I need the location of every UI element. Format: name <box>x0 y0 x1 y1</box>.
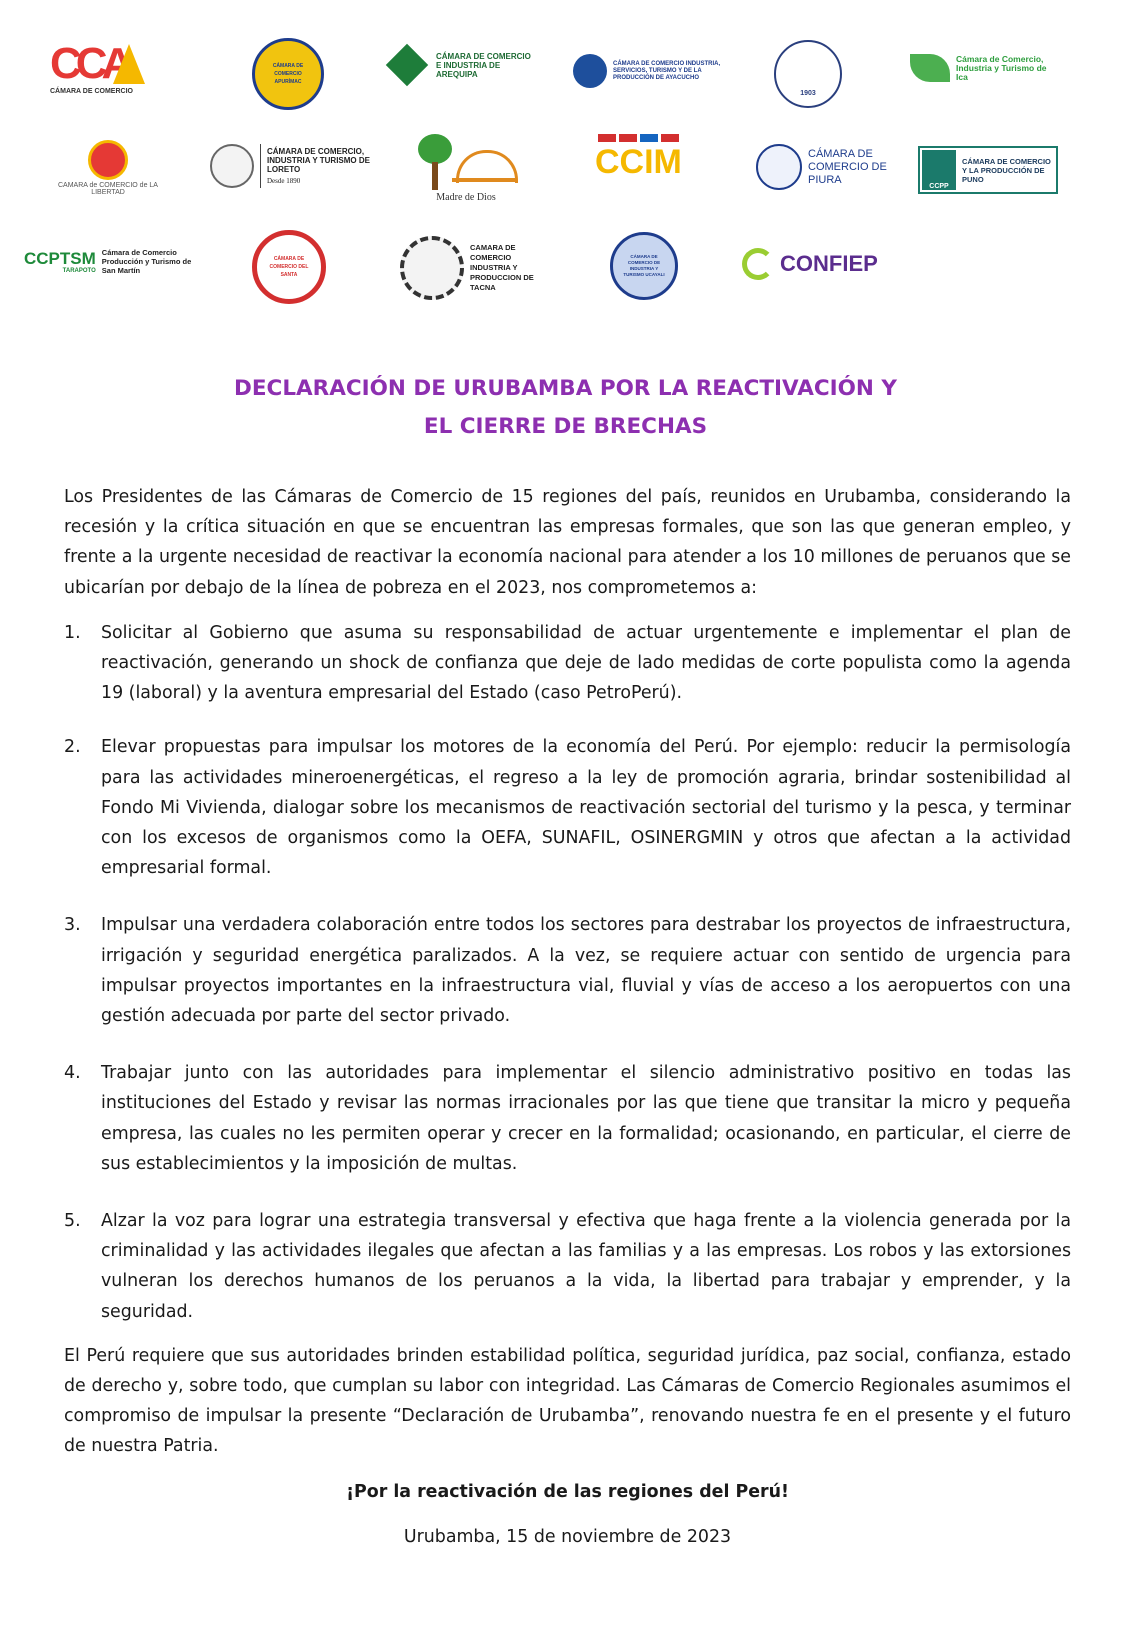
commitment-item <box>64 618 1071 709</box>
logo-santa <box>252 230 326 304</box>
ccptsm-mark: CCPTSM <box>24 248 96 268</box>
item-text: Impulsar una verdadera colaboración entre todos los sectores para destrabar los proyectos de infraestructura, irrigación y seguridad energética paralizados. A la vez, se requiere actuar con sentido de urgencia para impulsar proyectos importantes en la infraestructura vial, fluvial y vías de acceso a los aeropuertos con una gestión adecuada por parte del sector privado. <box>101 915 1071 1027</box>
title-line-1: DECLARACIÓN DE URUBAMBA POR LA REACTIVACIÓN Y <box>234 376 897 401</box>
commitment-item <box>64 1206 1071 1327</box>
ccim-bars-icon <box>598 134 679 142</box>
logo-ica: Cámara de Comercio, Industria y Turismo de Ica <box>910 54 1056 82</box>
page-title <box>0 370 1131 446</box>
item-text: Elevar propuestas para impulsar los motores de la economía del Perú. Por ejemplo: reducir la permisología para las actividades mineroenergéticas, el regreso a la ley de promoción agraria, brindar sostenibilidad al Fondo Mi Vivienda, dialogar sobre los mecanismos de reactivación sectorial del turismo y la pesca, y terminar con los excesos de organismos como la OEFA, SUNAFIL, OSINERGMIN y otros que afectan a la actividad empresarial formal. <box>101 737 1071 879</box>
logo-apurimac <box>252 38 324 110</box>
confiep-c-icon <box>742 248 774 280</box>
ayacucho-circle-icon <box>573 54 607 88</box>
ucayali-seal-icon: CÁMARA DE COMERCIO DE INDUSTRIA Y TURISMO UCAYALI <box>610 232 678 300</box>
ccim-mark: CCIM <box>595 143 682 181</box>
commitments-list <box>64 618 1071 1327</box>
cusco-seal-icon: 1903 <box>774 40 842 108</box>
cca-mark: CCA <box>50 39 128 88</box>
commitment-item <box>64 1058 1071 1179</box>
cca-triangle-icon <box>113 44 145 84</box>
item-number: 2. <box>64 737 81 758</box>
logo-cca <box>50 39 165 95</box>
logo-ucayali <box>610 232 678 300</box>
intro-paragraph: Los Presidentes de las Cámaras de Comercio de 15 regiones del país, reunidos en Urubamba, considerando la recesión y la crítica situación en que se encuentran las empresas formales, que son las que generan empleo, y frente a la urgente necesidad de reactivar la economía nacional para atender a los 10 millones de peruanos que se ubicarían por debajo de la línea de pobreza en el 2023, nos comprometemos a: <box>64 487 1071 598</box>
santa-seal-icon: CÁMARA DE COMERCIO DEL SANTA <box>252 230 326 304</box>
logo-libertad: CAMARA de COMERCIO de LA LIBERTAD <box>48 140 168 196</box>
item-number: 5. <box>64 1211 81 1232</box>
logo-madre-de-dios: Madre de Dios <box>416 134 516 203</box>
chamber-logos <box>24 30 1101 330</box>
title-line-2: EL CIERRE DE BRECHAS <box>423 414 708 439</box>
commitment-item <box>64 910 1071 1031</box>
logo-ccptsm: CCPTSM TARAPOTO Cámara de Comercio Producción y Turismo de San Martín <box>24 248 192 275</box>
piura-seal-icon <box>756 144 802 190</box>
dateline: Urubamba, 15 de noviembre de 2023 <box>403 1526 732 1547</box>
closing-paragraph: El Perú requiere que sus autoridades brinden estabilidad política, seguridad jurídica, paz social, confianza, estado de derecho y, sobre todo, que cumplan su labor con integridad. Las Cámaras de Comercio Regionales asumimos el compromiso de impulsar la presente “Declaración de Urubamba”, renovando nuestra fe en el presente y el futuro de nuestra Patria. <box>64 1345 1071 1457</box>
loreto-divider <box>260 144 261 188</box>
logo-puno: CCPP CÁMARA DE COMERCIO Y LA PRODUCCIÓN DE PUNO <box>918 146 1058 194</box>
ica-leaf-icon <box>910 54 950 82</box>
madre-de-dios-bridge-icon <box>416 134 516 190</box>
confiep-mark: CONFIEP <box>780 251 878 276</box>
item-text: Trabajar junto con las autoridades para implementar el silencio administrativo positivo en todas las instituciones del Estado y revisar las normas irracionales por las que tiene que transitar la micro y pequeña empresa, las cuales no les permiten operar y crecer en la formalidad; ocasionando, en particular, el cierre de sus establecimientos y la imposición de multas. <box>101 1063 1071 1174</box>
item-text: Solicitar al Gobierno que asuma su responsabilidad de actuar urgentemente e implementar el plan de reactivación, generando un shock de confianza que deje de lado medidas de corte populista como la agenda 19 (laboral) y la aventura empresarial del Estado (caso PetroPerú). <box>101 622 1071 704</box>
commitment-item <box>64 732 1071 883</box>
logo-ccim <box>595 134 682 180</box>
cca-name: CÁMARA DE COMERCIO <box>50 88 133 95</box>
libertad-seal-icon <box>88 140 128 180</box>
declaration-body <box>64 482 1071 1552</box>
logo-ayacucho: CÁMARA DE COMERCIO INDUSTRIA, SERVICIOS, TURISMO Y DE LA PRODUCCIÓN DE AYACUCHO <box>573 54 723 88</box>
loreto-seal-icon <box>210 144 254 188</box>
logo-loreto: CÁMARA DE COMERCIO, INDUSTRIA Y TURISMO DE LORETO Desde 1890 <box>210 144 377 188</box>
arequipa-diamond-icon <box>386 44 428 86</box>
puno-mark: CCPP <box>922 150 956 190</box>
apurimac-seal-icon: CÁMARA DE COMERCIO APURÍMAC <box>252 38 324 110</box>
item-text: Alzar la voz para lograr una estrategia transversal y efectiva que haga frente a la violencia generada por la criminalidad y las actividades ilegales que afectan a las familias y a las empresas. Los robos y las extorsiones vulneran los derechos humanos de los peruanos a la vida, la libertad para trabajar y emprender, y la seguridad. <box>101 1211 1071 1322</box>
slogan: ¡Por la reactivación de las regiones del Perú! <box>346 1481 789 1502</box>
logo-arequipa: CÁMARA DE COMERCIO E INDUSTRIA DE AREQUIPA <box>392 50 536 80</box>
tacna-gear-icon <box>400 236 464 300</box>
logo-piura: CÁMARA DE COMERCIO DE PIURA <box>756 144 892 190</box>
logo-confiep <box>742 248 878 280</box>
item-number: 3. <box>64 915 81 936</box>
logo-cusco <box>774 40 842 108</box>
item-number: 4. <box>64 1063 81 1084</box>
item-number: 1. <box>64 622 81 643</box>
logo-tacna: CAMARA DE COMERCIO INDUSTRIA Y PRODUCCION DE TACNA <box>400 236 536 300</box>
